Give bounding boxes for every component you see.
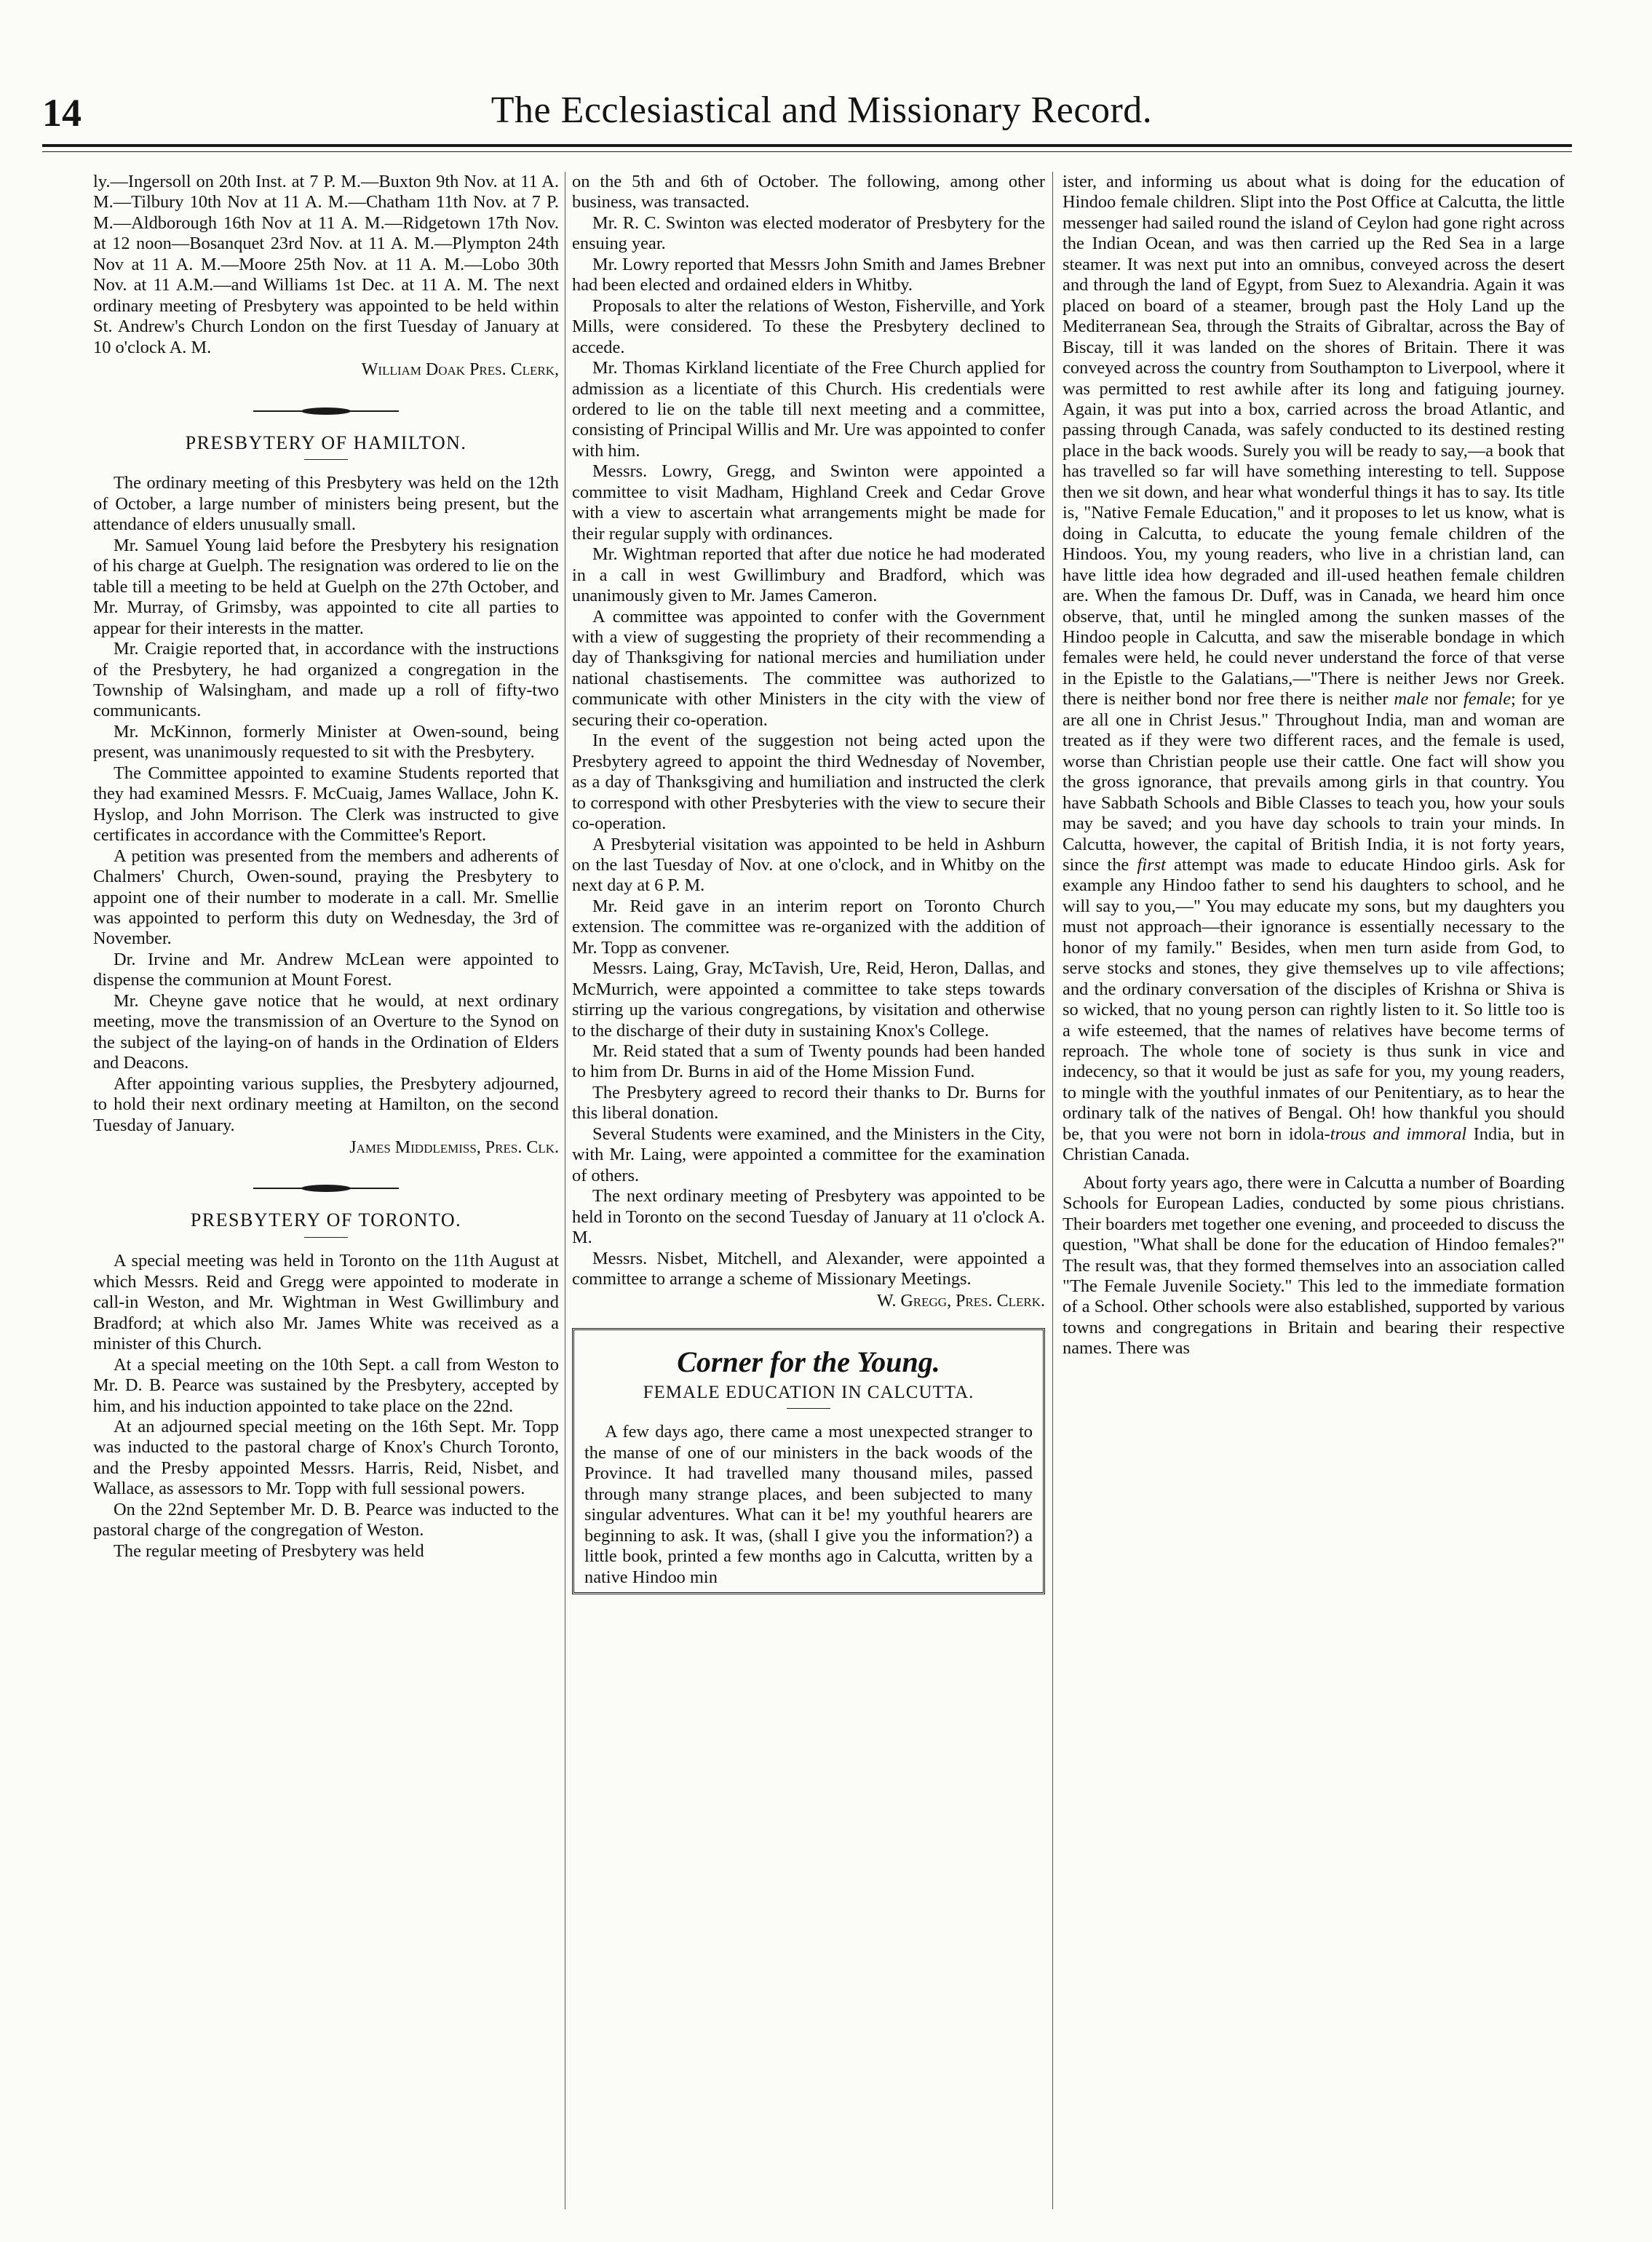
ornament-divider (93, 401, 559, 411)
paragraph: The Committee appointed to examine Students reported that they had examined Messrs. F. McCuaig, James Wallace, John K. Hyslop, and John Morrison. The Clerk was instructed to give certificates in accordance with the Committee's Report. (93, 763, 559, 846)
paragraph: A petition was presented from the members and adherents of Chalmers' Church, Owen-sound, praying the Presbytery to appoint one of their number to moderate in a call. Mr. Smellie was appointed to perform this duty on Wednesday, the 3rd of November. (93, 846, 559, 949)
paragraph: Messrs. Laing, Gray, McTavish, Ure, Reid, Heron, Dallas, and McMurrich, were appointed a committee to take steps towards stirring up the various congregations, by visitation and otherwise to the discharge of their duty in sustaining Knox's College. (572, 958, 1045, 1041)
paragraph: Messrs. Nisbet, Mitchell, and Alexander, were appointed a committee to arrange a scheme of Missionary Meetings. (572, 1248, 1045, 1289)
short-rule (304, 459, 348, 461)
paragraph: The Presbytery agreed to record their thanks to Dr. Burns for this liberal donation. (572, 1082, 1045, 1124)
paragraph: After appointing various supplies, the Presbytery adjourned, to hold their next ordinary meeting at Hamilton, on the second Tuesday of January. (93, 1073, 559, 1135)
section-title-toronto: PRESBYTERY OF TORONTO. (190, 1209, 462, 1231)
paragraph: At an adjourned special meeting on the 16th Sept. Mr. Topp was inducted to the pastoral charge of Knox's Church Toronto, and the Presby appointed Messrs. Harris, Reid, Nisbet, and Wallace, as assessors to Mr. Topp with full sessional powers. (93, 1417, 559, 1499)
page-number: 14 (42, 91, 82, 135)
paragraph: Messrs. Lowry, Gregg, and Swinton were appointed a committee to visit Madham, Highland Creek and Cedar Grove with a view to ascertain what arrangements might be made for their regular supply with ordinances. (572, 461, 1045, 544)
paragraph: A committee was appointed to confer with the Government with a view of suggesting the propriety of their recommending a day of Thanksgiving for national mercies and humiliation under national chastisements. The committee was authorized to communicate with other Ministers in the city with the view of securing their co-operation. (572, 606, 1045, 730)
column-3 (1063, 172, 1565, 1359)
london-notice-text: ly.—Ingersoll on 20th Inst. at 7 P. M.—Buxton 9th Nov. at 11 A. M.—Tilbury 10th Nov at 11 A. M.—Chatham 11th Nov. at 7 P. M.—Aldborough 16th Nov at 11 A. M.—Ridgetown 17th Nov. at 12 noon—Bosanquet 23rd Nov. at 11 A. M.—Plympton 24th Nov at 11 A. M.—Moore 25th Nov. at 11 A. M.—Lobo 30th Nov. at 11 A.M.—and Williams 1st Dec. at 11 A. M. The next ordinary meeting of Presbytery was appointed to be held within St. Andrew's Church London on the first Tuesday of January at 10 o'clock A. M. (93, 172, 559, 357)
hamilton-signature: James Middlemiss, Pres. Clk. (349, 1137, 559, 1157)
london-signature: William Doak Pres. Clerk, (361, 360, 559, 380)
paragraph: Mr. Thomas Kirkland licentiate of the Free Church applied for admission as a licentiate of this Church. His credentials were ordered to lie on the table till next meeting and a committee, consisting of Principal Willis and Mr. Ure was appointed to confer with him. (572, 358, 1045, 461)
ornament-divider (93, 1178, 559, 1188)
paragraph: Several Students were examined, and the Ministers in the City, with Mr. Laing, were appointed a committee for the examination of others. (572, 1124, 1045, 1185)
short-rule (787, 1408, 830, 1410)
paragraph: Mr. McKinnon, formerly Minister at Owen-sound, being present, was unanimously requested to sit with the Presbytery. (93, 721, 559, 763)
column-2 (572, 172, 1045, 1594)
paragraph (1063, 172, 1565, 1166)
paragraph: on the 5th and 6th of October. The following, among other business, was transacted. (572, 172, 1045, 212)
short-rule (304, 1237, 348, 1239)
column-1 (93, 172, 559, 1562)
article-title: FEMALE EDUCATION IN CALCUTTA. (643, 1383, 974, 1403)
paragraph: Proposals to alter the relations of Weston, Fisherville, and York Mills, were considered. To these the Presbytery declined to accede. (572, 295, 1045, 357)
paragraph: A special meeting was held in Toronto on the 11th August at which Messrs. Reid and Gregg were appointed to moderate in call-in Weston, and Mr. Wightman in West Gwillimbury and Bradford; at which also Mr. James White was received as a minister of this Church. (93, 1251, 559, 1354)
paragraph: Mr. Samuel Young laid before the Presbytery his resignation of his charge at Guelph. The resignation was ordered to lie on the table till a meeting to be held at Guelph on the 27th October, and Mr. Murray, of Grimsby, was appointed to cite all parties to appear for their interests in the matter. (93, 535, 559, 638)
paragraph: The next ordinary meeting of Presbytery was appointed to be held in Toronto on the second Tuesday of January at 11 o'clock A. M. (572, 1186, 1045, 1248)
text-run: ister, and informing us about what is doing for the education of Hindoo female children. Slipt into the Post Office at Calcutta, the little messenger had sailed round the island of Ceylon had gone right across the Indian Ocean, and was then carried up the Red Sea in a large steamer. It was next put into an omnibus, conveyed across the desert and through the land of Egypt, from Suez to Alexandria. Again it was placed on board of a steamer, brough past the Holy Land up the Mediterranean Sea, through the Straits of Gibraltar, across the Bay of Biscay, till it was landed on the shores of Britain. There it was conveyed across the country from Southampton to Liverpool, where it was permitted to rest awhile after its long and fatiguing journey. Again, it was put into a box, carried across the broad Atlantic, and passing through Canada, was safely conducted to its destined resting place in the back woods. Surely you will be ready to say,—a book that has travelled so far will have something interesting to tell. Suppose then we sit down, and hear what wonderful things it has to say. Its title is, "Native Female Education," and it proposes to let us know, what is doing in Calcutta, to educate the young female children of the Hindoos. You, my young readers, who live in a christian land, can have little idea how degraded and ill-used heathen female children are. When the famous Dr. Duff, was in Canada, we heard him once observe, that, until he mingled among the sunken masses of the Hindoo people in Calcutta, and saw the miserable bondage in which females were held, he could never understand the force of that verse in the Epistle to the Galatians,—"There is neither Jews nor Greek. there is neither bond nor free there is neither (1063, 172, 1565, 709)
toronto-signature: W. Gregg, Pres. Clerk. (877, 1292, 1045, 1311)
paragraph: Mr. Wightman reported that after due notice he had moderated in a call in west Gwillimbury and Bradford, which was unanimously given to Mr. James Cameron. (572, 544, 1045, 606)
italic-text: trous and immoral (1330, 1124, 1467, 1144)
corner-for-the-young-box (572, 1328, 1045, 1594)
page-header (42, 86, 1572, 151)
corner-heading: Corner for the Young. (677, 1345, 940, 1378)
italic-text: first (1137, 854, 1166, 875)
italic-text: female (1464, 689, 1512, 709)
header-rule-thick (42, 144, 1572, 147)
paragraph: Mr. Reid stated that a sum of Twenty pounds had been handed to him from Dr. Burns in aid of the Home Mission Fund. (572, 1041, 1045, 1082)
paragraph: In the event of the suggestion not being acted upon the Presbytery agreed to appoint the third Wednesday of November, as a day of Thanksgiving and humiliation and instructed the clerk to correspond with other Presbyteries with the view to secure their co-operation. (572, 731, 1045, 834)
section-title-hamilton: PRESBYTERY OF HAMILTON. (185, 432, 467, 453)
text-run: India, but in Christian Canada. (1063, 1124, 1565, 1165)
header-rule-thin (42, 151, 1572, 152)
column-divider-2 (1052, 172, 1053, 2209)
text-run: attempt was made to educate Hindoo girls. Ask for example any Hindoo father to send his daughters to school, and he will say to you,—" You may educate my sons, but my daughters you must not approach—their ignorance is essentially necessary to the honor of my family." Besides, when men turn aside from God, to serve stocks and stones, they give themselves up to vile affections; and the ordinary conversation of the disciples of Krishna or Shiva is so wicked, that no young person can rightly listen to it. So little too is a wife esteemed, that the names of relatives have become terms of reproach. The whole tone of society is thus sunk in vice and indecency, so that it would be just as safe for you, my young readers, to mingle with the youthful inmates of our Penitentiary, as to hear the ordinary talk of the natives of Bengal. Oh! how thankful you should be, that you were not born in idola- (1063, 854, 1565, 1144)
paragraph: Mr. Reid gave in an interim report on Toronto Church extension. The committee was re-organized with the addition of Mr. Topp as convener. (572, 896, 1045, 958)
paragraph: Mr. Craigie reported that, in accordance with the instructions of the Presbytery, he had organized a congregation in the Township of Walsingham, and made up a roll of fifty-two communicants. (93, 639, 559, 721)
text-run: nor (1428, 689, 1464, 709)
paragraph: Mr. Lowry reported that Messrs John Smith and James Brebner had been elected and ordained elders in Whitby. (572, 254, 1045, 295)
paragraph: The regular meeting of Presbytery was held (114, 1541, 424, 1561)
running-title: The Ecclesiastical and Missionary Record. (491, 90, 1153, 131)
text-run: ; for ye are all one in Christ Jesus." Throughout India, man and woman are treated as if they were two different races, and the female is used, worse than Christian people use their cattle. One fact will show you the gross ignorance, that prevails among girls in that country. You have Sabbath Schools and Bible Classes to teach you, how your souls may be saved; and you have day schools to train your minds. In Calcutta, however, the capital of British India, it is not forty years, since the (1063, 689, 1565, 875)
paragraph: A few days ago, there came a most unexpected stranger to the manse of one of our ministers in the back woods of the Province. It had travelled many thousand miles, passed through many strange places, and been subjected to many singular adventures. What can it be! my youthful hearers are beginning to ask. It was, (shall I give you the information?) a little book, printed a few months ago in Calcutta, written by a native Hindoo min (584, 1422, 1033, 1587)
paragraph: The ordinary meeting of this Presbytery was held on the 12th of October, a large number of ministers being present, but the attendance of elders unusually small. (93, 473, 559, 535)
paragraph: A Presbyterial visitation was appointed to be held in Ashburn on the last Tuesday of Nov. at one o'clock, and in Whitby on the next day at 6 P. M. (572, 834, 1045, 896)
paragraph: At a special meeting on the 10th Sept. a call from Weston to Mr. D. B. Pearce was sustained by the Presbytery, accepted by him, and his induction appointed to take place on the 22nd. (93, 1354, 559, 1416)
italic-text: male (1394, 689, 1429, 709)
paragraph: Mr. R. C. Swinton was elected moderator of Presbytery for the ensuing year. (572, 212, 1045, 254)
paragraph: About forty years ago, there were in Calcutta a number of Boarding Schools for European Ladies, conducted by some pious christians. Their boarders met together one evening, and proceeded to discuss the question, "What shall be done for the education of Hindoo females?" The result was, that they formed themselves into an association called "The Female Juvenile Society." This led to the immediate formation of a School. Other schools were also established, supported by various towns and congregations in Britain and bearing their respective names. There was (1063, 1172, 1565, 1359)
paragraph: Dr. Irvine and Mr. Andrew McLean were appointed to dispense the communion at Mount Forest. (93, 949, 559, 990)
paragraph: Mr. Cheyne gave notice that he would, at next ordinary meeting, move the transmission of an Overture to the Synod on the subject of the laying-on of hands in the Ordination of Elders and Deacons. (93, 990, 559, 1073)
paragraph: On the 22nd September Mr. D. B. Pearce was inducted to the pastoral charge of the congregation of Weston. (93, 1499, 559, 1541)
